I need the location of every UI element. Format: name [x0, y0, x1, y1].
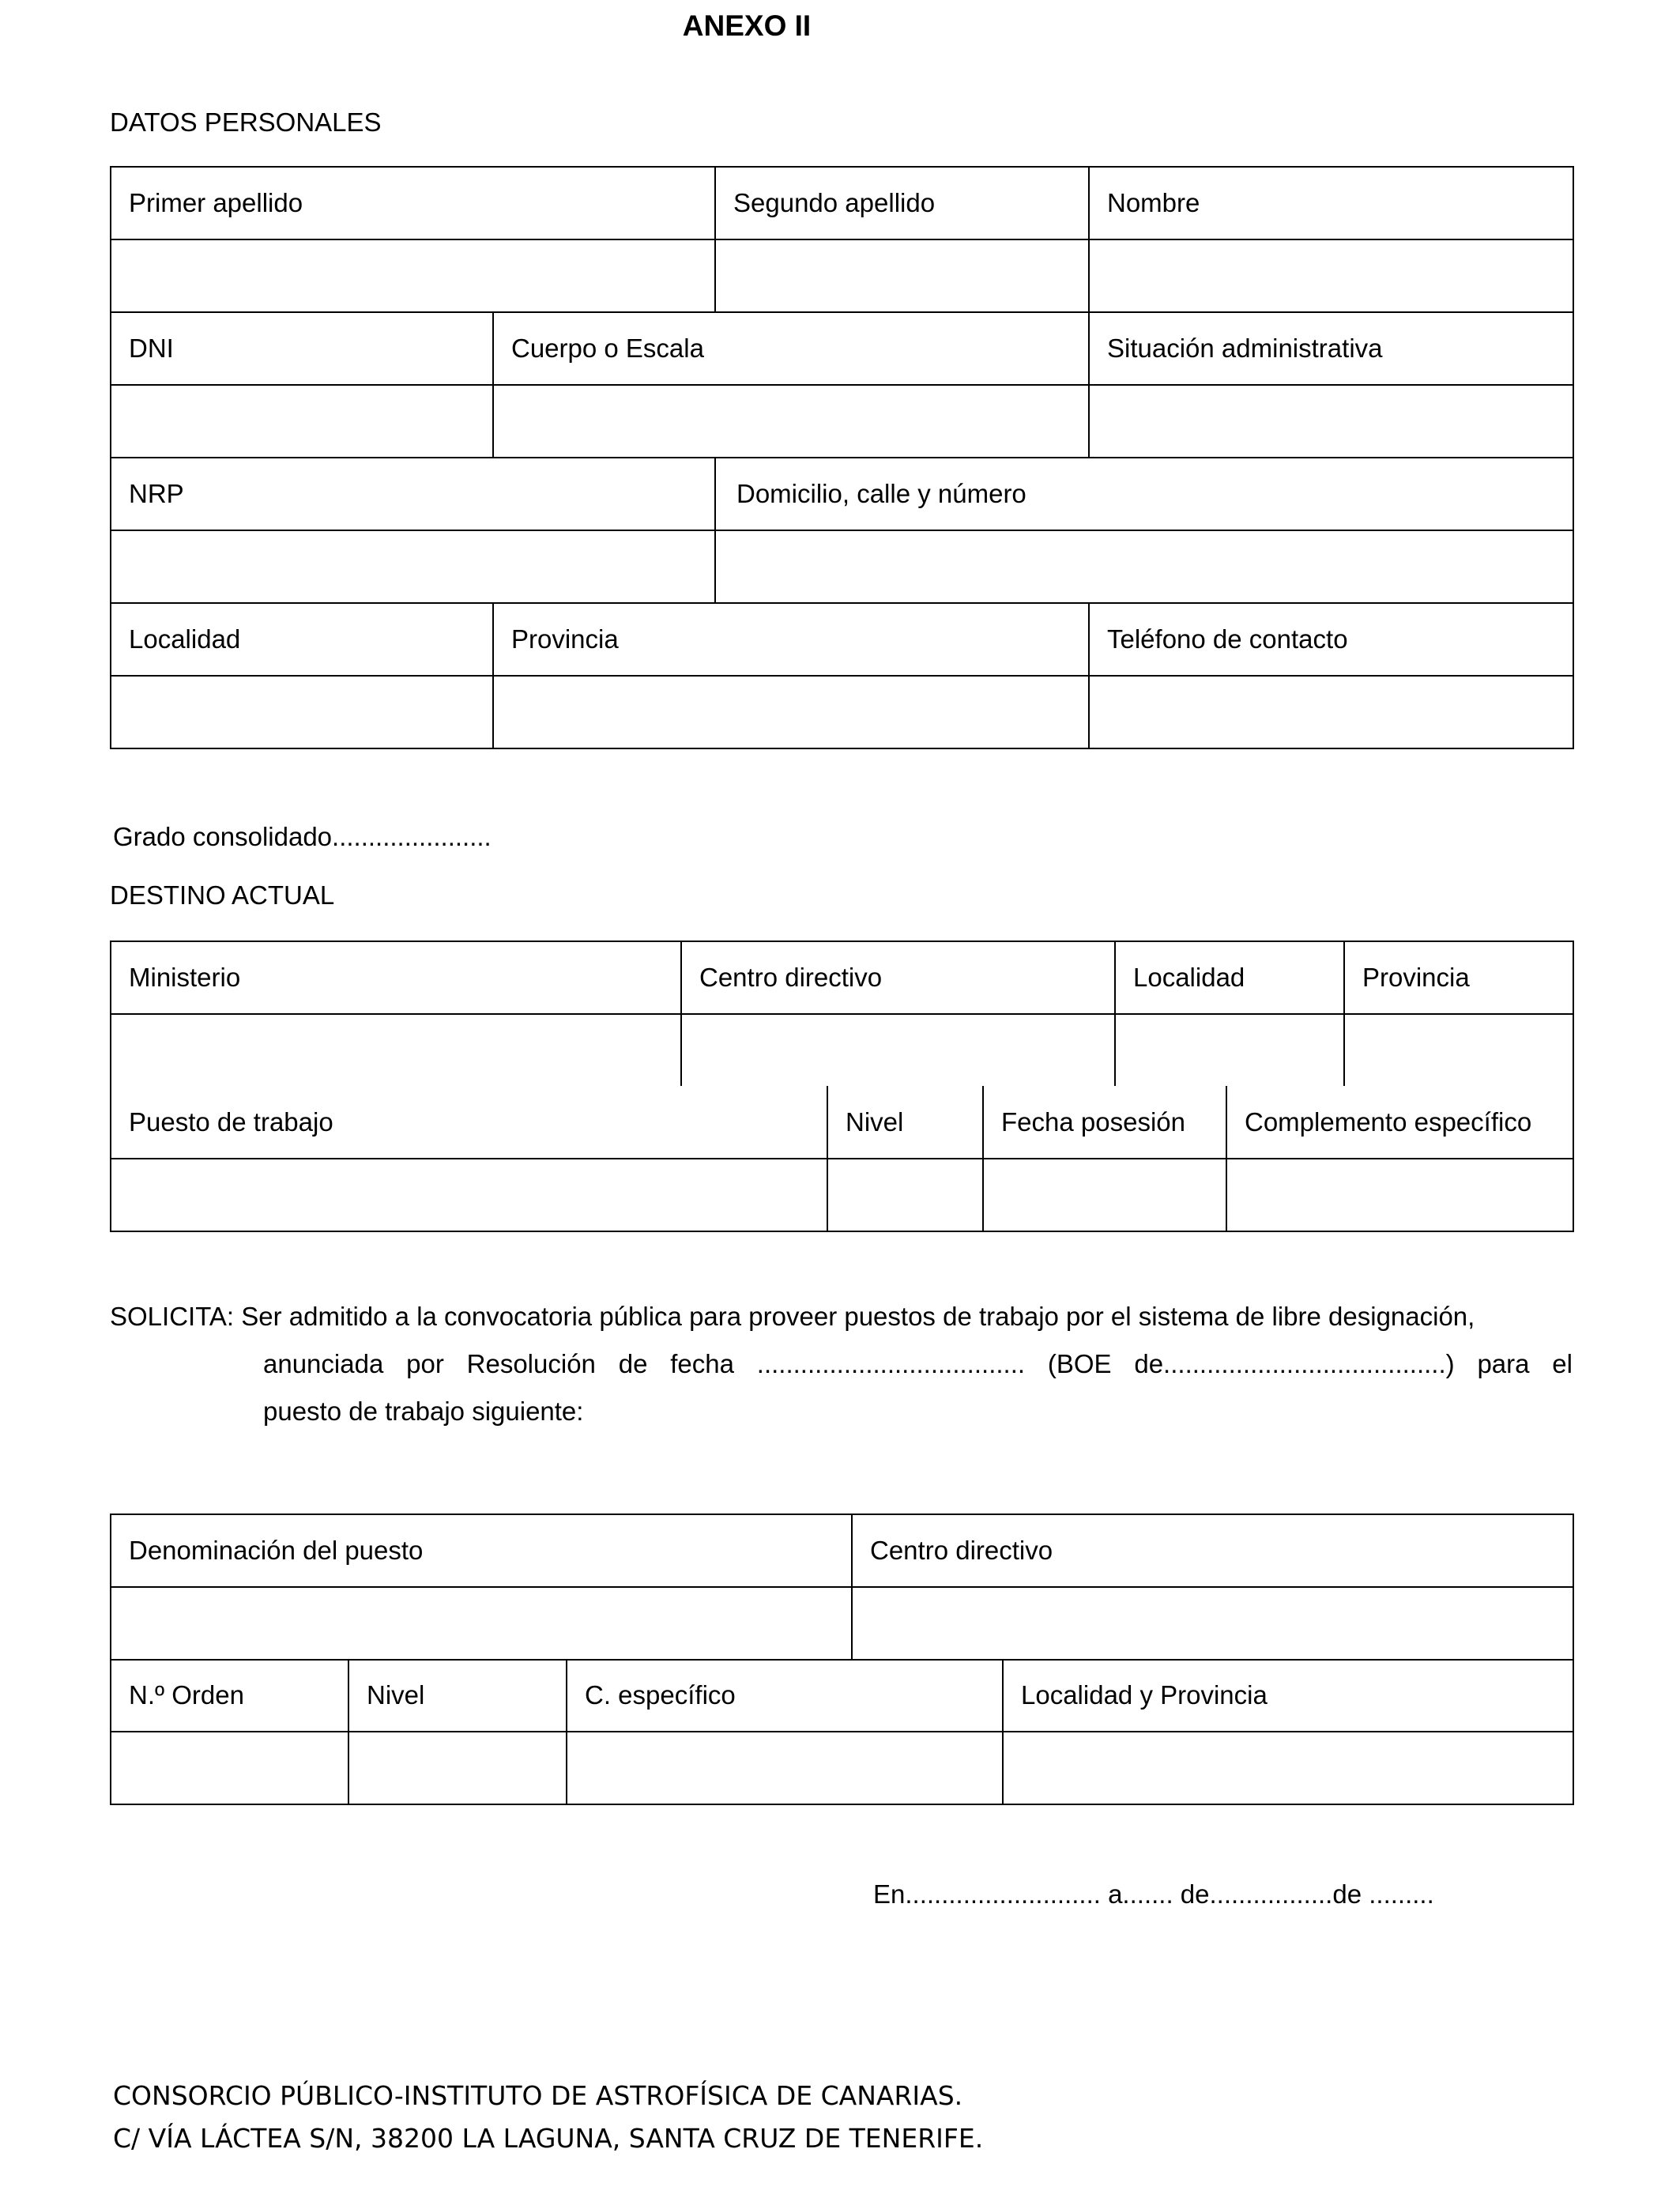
primer-apellido-field[interactable]	[111, 239, 715, 312]
grado-consolidado: Grado consolidado......................	[113, 822, 492, 851]
fecha-posesion-label: Fecha posesión	[983, 1086, 1226, 1159]
domicilio-label: Domicilio, calle y número	[715, 458, 1573, 530]
situacion-administrativa-label: Situación administrativa	[1089, 312, 1573, 385]
puesto-trabajo-field[interactable]	[111, 1159, 827, 1231]
localidad-field[interactable]	[111, 676, 493, 748]
solicita-line-2: anunciada por Resolución de fecha ..................................... (BOE de.......................................) para el	[263, 1349, 1573, 1378]
destino-actual-heading: DESTINO ACTUAL	[110, 880, 335, 910]
nivel-actual-field[interactable]	[827, 1159, 983, 1231]
telefono-label: Teléfono de contacto	[1089, 603, 1573, 676]
c-especifico-label: C. específico	[567, 1659, 1003, 1732]
destino-actual-row2	[110, 1086, 1574, 1232]
centro-directivo-field[interactable]	[681, 1014, 1115, 1087]
numero-orden-field[interactable]	[111, 1732, 348, 1804]
ministerio-field[interactable]	[111, 1014, 681, 1087]
denominacion-puesto-field[interactable]	[111, 1587, 852, 1660]
datos-personales-heading: DATOS PERSONALES	[110, 107, 382, 137]
nrp-field[interactable]	[111, 530, 715, 603]
localidad-label: Localidad	[111, 603, 493, 676]
nombre-field[interactable]	[1089, 239, 1573, 312]
centro-directivo-solicitado-label: Centro directivo	[852, 1514, 1573, 1587]
nivel-solicitado-field[interactable]	[348, 1732, 567, 1804]
complemento-especifico-label: Complemento específico	[1226, 1086, 1573, 1159]
nombre-label: Nombre	[1089, 167, 1573, 239]
cuerpo-escala-field[interactable]	[493, 385, 1089, 458]
localidad-provincia-field[interactable]	[1003, 1732, 1573, 1804]
localidad-provincia-label: Localidad y Provincia	[1003, 1659, 1573, 1732]
segundo-apellido-field[interactable]	[715, 239, 1089, 312]
provincia-actual-field[interactable]	[1344, 1014, 1573, 1087]
footer-line-2: C/ VÍA LÁCTEA S/N, 38200 LA LAGUNA, SANTA CRUZ DE TENERIFE.	[113, 2123, 984, 2154]
solicita-line-3: puesto de trabajo siguiente:	[263, 1397, 584, 1426]
localidad-actual-field[interactable]	[1115, 1014, 1344, 1087]
provincia-actual-label: Provincia	[1344, 941, 1573, 1014]
fecha-lugar: En........................... a....... de.................de .........	[873, 1879, 1434, 1909]
puesto-solicitado-row1	[110, 1514, 1574, 1661]
primer-apellido-label: Primer apellido	[111, 167, 715, 239]
datos-personales-table	[110, 166, 1574, 749]
centro-directivo-label: Centro directivo	[681, 941, 1115, 1014]
dni-label: DNI	[111, 312, 493, 385]
provincia-field[interactable]	[493, 676, 1089, 748]
segundo-apellido-label: Segundo apellido	[715, 167, 1089, 239]
telefono-field[interactable]	[1089, 676, 1573, 748]
provincia-label: Provincia	[493, 603, 1089, 676]
footer-line-1: CONSORCIO PÚBLICO-INSTITUTO DE ASTROFÍSICA DE CANARIAS.	[113, 2080, 963, 2111]
numero-orden-label: N.º Orden	[111, 1659, 348, 1732]
document-title: ANEXO II	[682, 9, 812, 42]
ministerio-label: Ministerio	[111, 941, 681, 1014]
situacion-administrativa-field[interactable]	[1089, 385, 1573, 458]
denominacion-puesto-label: Denominación del puesto	[111, 1514, 852, 1587]
c-especifico-field[interactable]	[567, 1732, 1003, 1804]
nivel-solicitado-label: Nivel	[348, 1659, 567, 1732]
nrp-label: NRP	[111, 458, 715, 530]
solicita-line-1: SOLICITA: Ser admitido a la convocatoria pública para proveer puestos de trabajo por el sistema de libre designación,	[110, 1302, 1475, 1331]
complemento-especifico-field[interactable]	[1226, 1159, 1573, 1231]
fecha-posesion-field[interactable]	[983, 1159, 1226, 1231]
domicilio-field[interactable]	[715, 530, 1573, 603]
dni-field[interactable]	[111, 385, 493, 458]
localidad-actual-label: Localidad	[1115, 941, 1344, 1014]
destino-actual-row1	[110, 941, 1574, 1088]
cuerpo-escala-label: Cuerpo o Escala	[493, 312, 1089, 385]
nivel-actual-label: Nivel	[827, 1086, 983, 1159]
puesto-trabajo-label: Puesto de trabajo	[111, 1086, 827, 1159]
centro-directivo-solicitado-field[interactable]	[852, 1587, 1573, 1660]
puesto-solicitado-row2	[110, 1659, 1574, 1805]
